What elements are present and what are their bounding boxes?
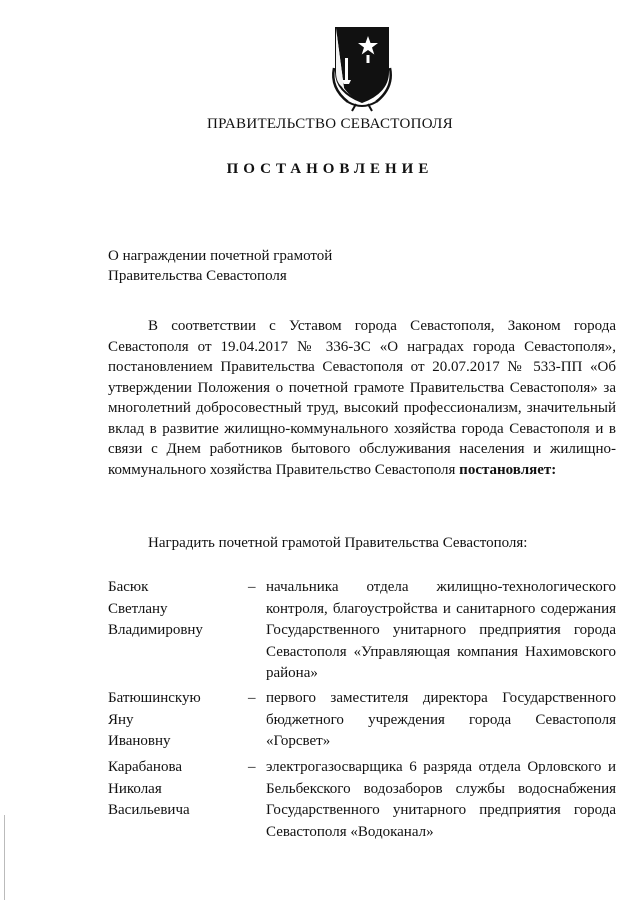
document-subject bbox=[108, 246, 332, 286]
awardee-surname: Карабанова bbox=[108, 759, 182, 775]
decree-word: постановляет bbox=[459, 461, 552, 478]
award-intro: Наградить почетной грамотой Правительства Севастополя: bbox=[148, 535, 528, 551]
awardee-patronymic: Ивановну bbox=[108, 733, 171, 749]
awardee-description: электрогазосварщика 6 разряда отдела Орловского и Бельбекского водозаборов службы водоснабжения Государственного унитарного предприятия города Севастополя «Водоканал» bbox=[266, 759, 616, 840]
awardee-description: начальника отдела жилищно-технологического контроля, благоустройства и санитарного содержания Государственного унитарного предприятия города Севастополя «Управляющая компания Нахимовского района» bbox=[266, 579, 616, 681]
subject-line-2: Правительства Севастополя bbox=[108, 268, 287, 284]
awardee-patronymic: Владимировну bbox=[108, 622, 203, 638]
entry-dash: – bbox=[248, 759, 256, 775]
coat-of-arms-emblem bbox=[326, 22, 406, 112]
awardee-first-name: Светлану bbox=[108, 600, 168, 617]
awardee-first-name: Яну bbox=[108, 711, 134, 728]
awardee-surname: Батюшинскую bbox=[108, 690, 201, 706]
document-type-title: ПОСТАНОВЛЕНИЕ bbox=[226, 161, 434, 177]
scan-edge-line bbox=[4, 815, 5, 900]
awardee-description: первого заместителя директора Государственного бюджетного учреждения города Севастополя «Горсвет» bbox=[266, 690, 616, 749]
organization-name: ПРАВИТЕЛЬСТВО СЕВАСТОПОЛЯ bbox=[207, 116, 453, 132]
awardee-first-name: Николая bbox=[108, 780, 162, 797]
entry-dash: – bbox=[248, 690, 256, 706]
decree-colon: : bbox=[551, 461, 557, 478]
preamble-text: В соответствии с Уставом города Севастополя, Законом города Севастополя от 19.04.2017 № 336-ЗС «О наградах города Севастополя», постановлением Правительства Севастополя от 20.07.2017 № 533-ПП «Об утверждении Положения о почетной грамоте Правительства Севастополя» за многолетний добросовестный труд, высокий профессионализм, значительный вклад в развитие жилищно-коммунального хозяйства города Севастополя и в связи с Днем работников бытового обслуживания населения и жилищно-коммунального хозяйства Правительство Севастополя bbox=[108, 318, 616, 478]
awardee-name bbox=[108, 688, 248, 753]
awardee-name bbox=[108, 757, 248, 822]
awardee-surname: Басюк bbox=[108, 579, 149, 595]
preamble-paragraph bbox=[108, 316, 616, 480]
awardee-patronymic: Васильевича bbox=[108, 802, 190, 818]
awardee-name bbox=[108, 577, 248, 642]
entry-dash: – bbox=[248, 579, 256, 595]
subject-line-1: О награждении почетной грамотой bbox=[108, 248, 333, 264]
